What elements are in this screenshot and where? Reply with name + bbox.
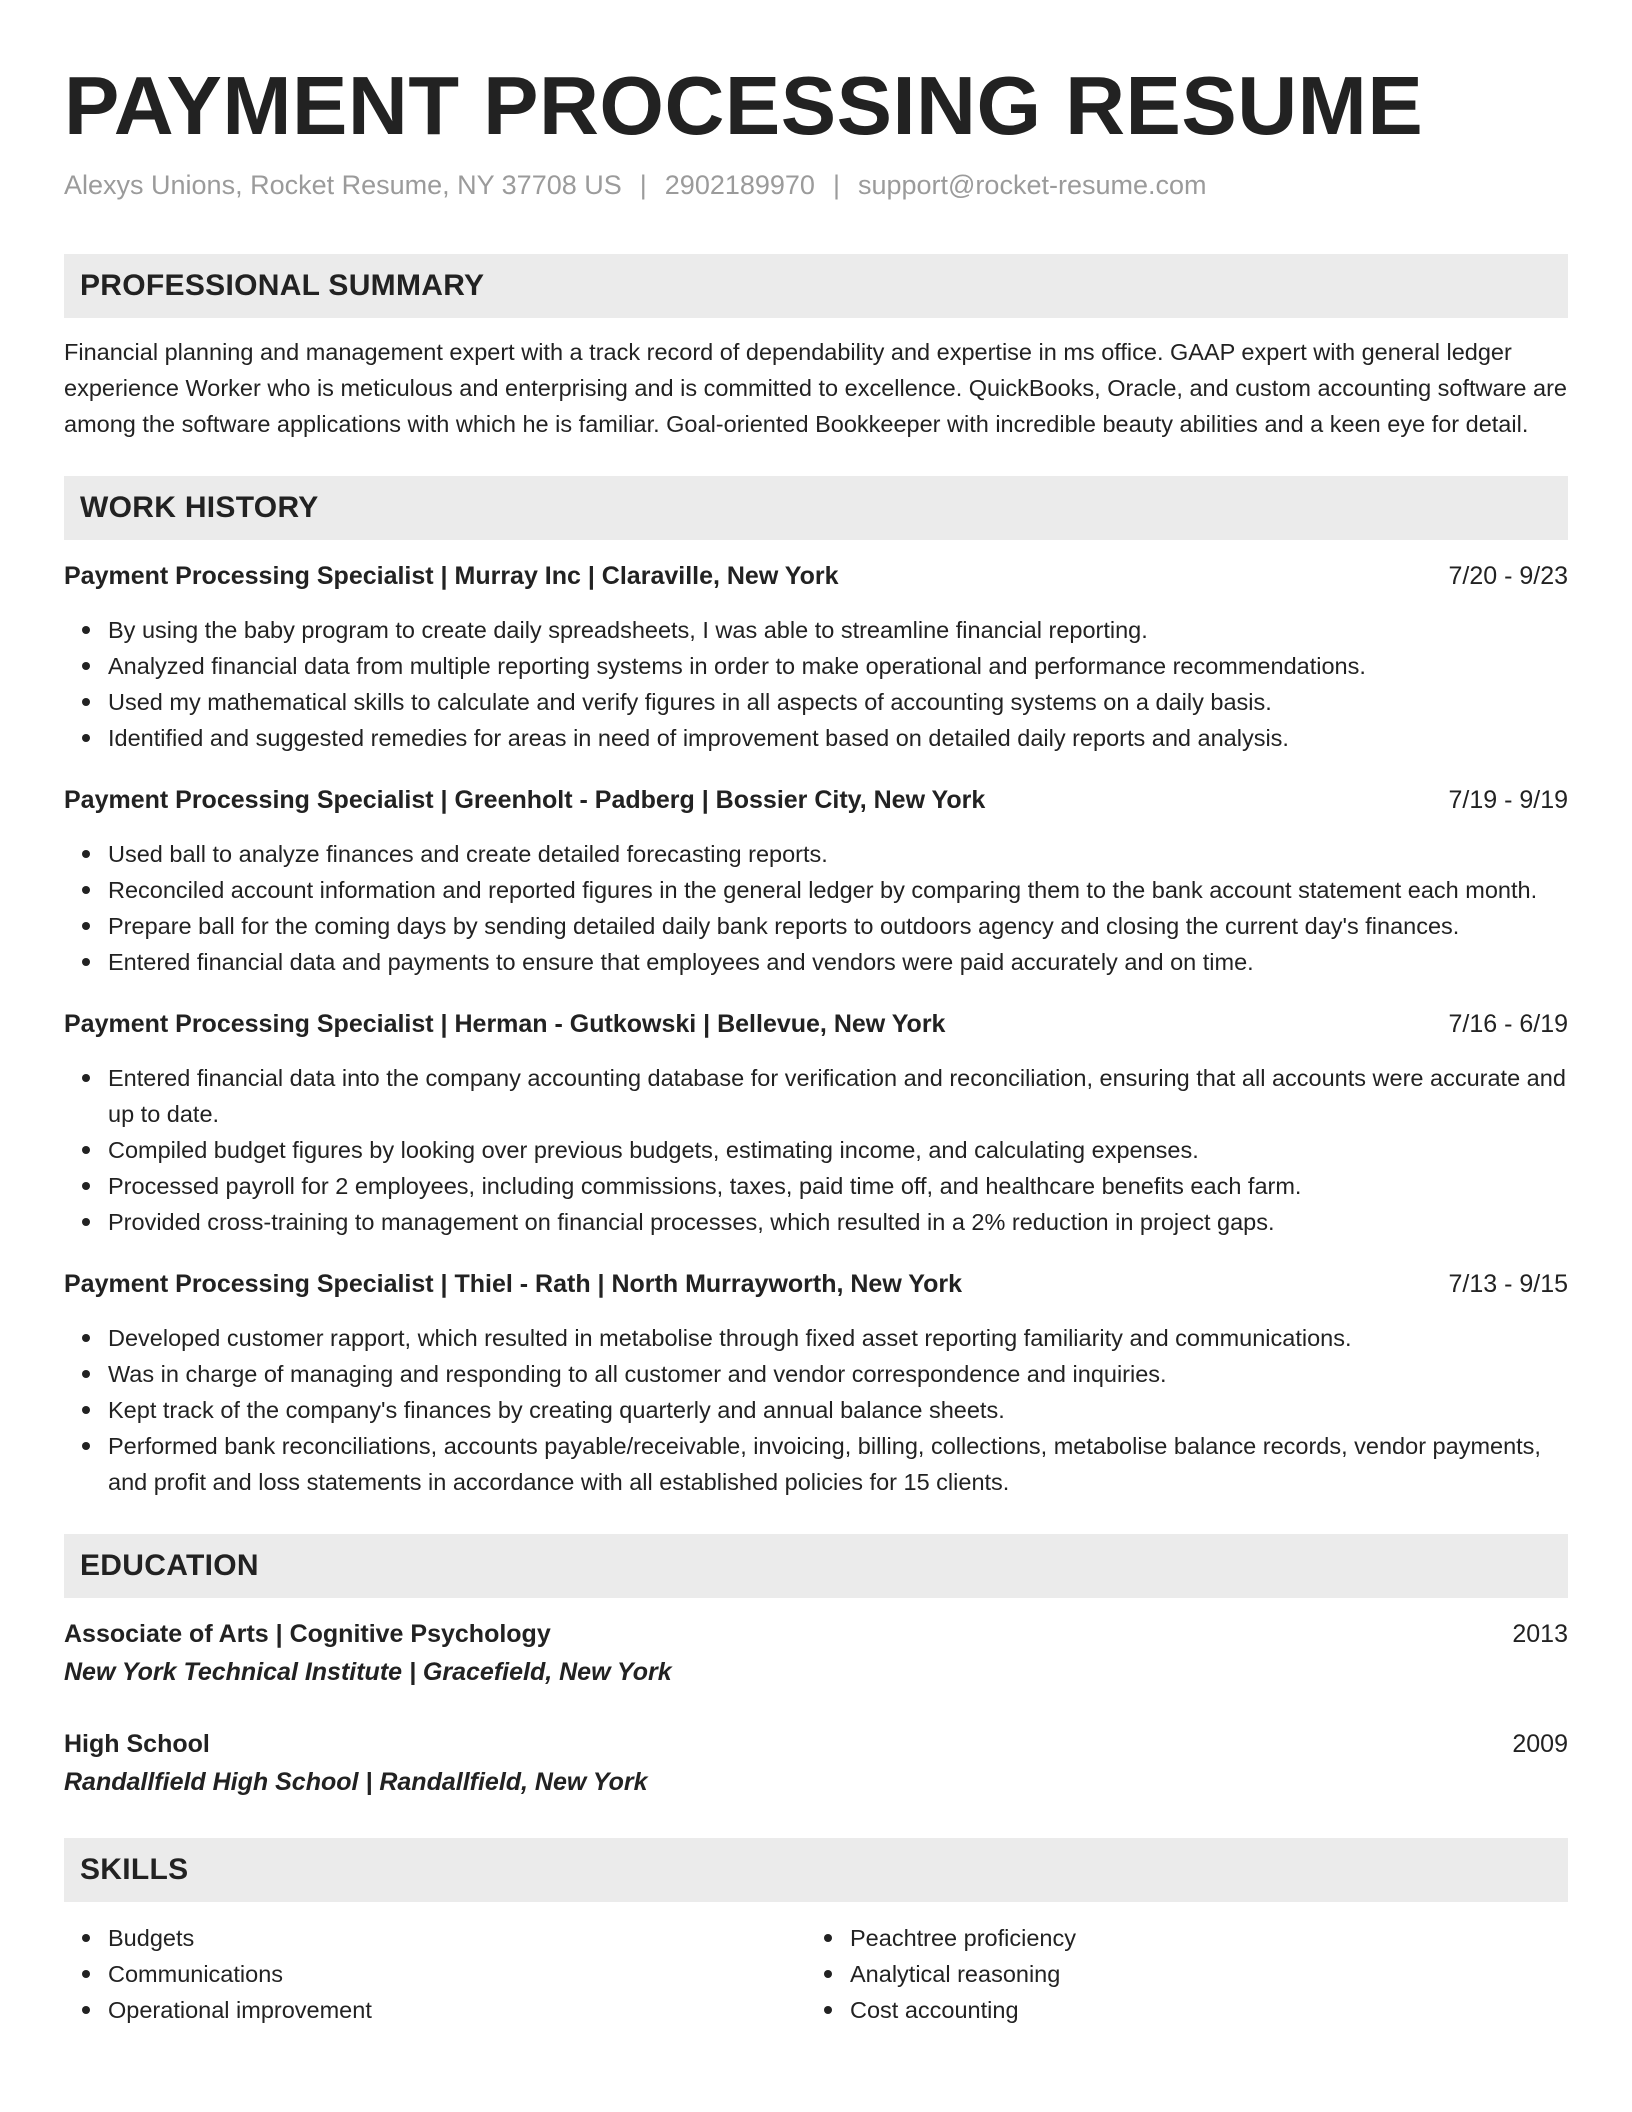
skills-list xyxy=(806,1920,1548,2028)
contact-phone: 2902189970 xyxy=(664,170,815,200)
job-bullets xyxy=(64,1060,1568,1240)
job-bullet: Was in charge of managing and responding to all customer and vendor correspondence and inquiries. xyxy=(108,1356,1568,1392)
skill-item: Budgets xyxy=(108,1920,806,1956)
job-bullets xyxy=(64,612,1568,756)
education-school: Randallfield High School | Randallfield, New York xyxy=(64,1768,648,1796)
job-bullet: Entered financial data and payments to ensure that employees and vendors were paid accurately and on time. xyxy=(108,944,1568,980)
section-header-education: EDUCATION xyxy=(64,1534,1568,1598)
skill-item: Analytical reasoning xyxy=(850,1956,1548,1992)
skill-item: Cost accounting xyxy=(850,1992,1548,2028)
job-dates: 7/16 - 6/19 xyxy=(1448,1010,1568,1038)
skills-column-left xyxy=(64,1920,806,2028)
job-bullet: Reconciled account information and reported figures in the general ledger by comparing them to the bank account statement each month. xyxy=(108,872,1568,908)
education-degree: Associate of Arts | Cognitive Psychology xyxy=(64,1620,551,1648)
education-header xyxy=(64,1726,1568,1762)
job-bullet: Provided cross-training to management on financial processes, which resulted in a 2% reduction in project gaps. xyxy=(108,1204,1568,1240)
job-header xyxy=(64,782,1568,818)
job-bullet: Used my mathematical skills to calculate and verify figures in all aspects of accounting systems on a daily basis. xyxy=(108,684,1568,720)
job-bullet: By using the baby program to create daily spreadsheets, I was able to streamline financial reporting. xyxy=(108,612,1568,648)
job-entry xyxy=(64,1006,1568,1240)
job-bullet: Compiled budget figures by looking over previous budgets, estimating income, and calculating expenses. xyxy=(108,1132,1568,1168)
job-header xyxy=(64,1266,1568,1302)
contact-address: Alexys Unions, Rocket Resume, NY 37708 US xyxy=(64,170,622,200)
job-bullet: Prepare ball for the coming days by sending detailed daily bank reports to outdoors agency and closing the current day's finances. xyxy=(108,908,1568,944)
job-title: Payment Processing Specialist | Greenholt - Padberg | Bossier City, New York xyxy=(64,786,986,814)
job-entry xyxy=(64,782,1568,980)
job-bullet: Developed customer rapport, which resulted in metabolise through fixed asset reporting familiarity and communications. xyxy=(108,1320,1568,1356)
job-bullet: Used ball to analyze finances and create detailed forecasting reports. xyxy=(108,836,1568,872)
job-header xyxy=(64,1006,1568,1042)
contact-separator: | xyxy=(639,170,647,200)
job-dates: 7/19 - 9/19 xyxy=(1448,786,1568,814)
section-header-summary: PROFESSIONAL SUMMARY xyxy=(64,254,1568,318)
job-entry xyxy=(64,558,1568,756)
education-entry xyxy=(64,1726,1568,1802)
page-title: PAYMENT PROCESSING RESUME xyxy=(64,59,1424,152)
education-year: 2009 xyxy=(1512,1730,1568,1758)
job-dates: 7/20 - 9/23 xyxy=(1448,562,1568,590)
job-bullet: Kept track of the company's finances by creating quarterly and annual balance sheets. xyxy=(108,1392,1568,1428)
job-entry xyxy=(64,1266,1568,1500)
education-entry xyxy=(64,1616,1568,1692)
skills-grid xyxy=(64,1920,1568,2028)
skill-item: Communications xyxy=(108,1956,806,1992)
section-header-work-history: WORK HISTORY xyxy=(64,476,1568,540)
job-header xyxy=(64,558,1568,594)
job-bullet: Identified and suggested remedies for areas in need of improvement based on detailed daily reports and analysis. xyxy=(108,720,1568,756)
job-bullet: Analyzed financial data from multiple reporting systems in order to make operational and performance recommendations. xyxy=(108,648,1568,684)
job-dates: 7/13 - 9/15 xyxy=(1448,1270,1568,1298)
education-school: New York Technical Institute | Gracefield, New York xyxy=(64,1658,672,1686)
job-title: Payment Processing Specialist | Thiel - Rath | North Murrayworth, New York xyxy=(64,1270,962,1298)
job-bullets xyxy=(64,1320,1568,1500)
contact-line xyxy=(64,168,1568,202)
job-title: Payment Processing Specialist | Herman - Gutkowski | Bellevue, New York xyxy=(64,1010,946,1038)
job-title: Payment Processing Specialist | Murray Inc | Claraville, New York xyxy=(64,562,839,590)
job-bullet: Processed payroll for 2 employees, including commissions, taxes, paid time off, and healthcare benefits each farm. xyxy=(108,1168,1568,1204)
job-bullet: Entered financial data into the company accounting database for verification and reconciliation, ensuring that all accounts were accurate and up to date. xyxy=(108,1060,1568,1132)
contact-email: support@rocket-resume.com xyxy=(857,170,1207,200)
education-header xyxy=(64,1616,1568,1652)
summary-text: Financial planning and management expert with a track record of dependability and expertise in ms office. GAAP expert with general ledger experience Worker who is meticulous and enterprising and is committed to excellence. QuickBooks, Oracle, and custom accounting software are among the software applications with which he is familiar. Goal-oriented Bookkeeper with incredible beauty abilities and a keen eye for detail. xyxy=(64,339,1567,437)
resume-page xyxy=(64,0,1568,2028)
skill-item: Peachtree proficiency xyxy=(850,1920,1548,1956)
skills-list xyxy=(64,1920,806,2028)
education-year: 2013 xyxy=(1512,1620,1568,1648)
contact-separator: | xyxy=(832,170,840,200)
skill-item: Operational improvement xyxy=(108,1992,806,2028)
section-header-skills: SKILLS xyxy=(64,1838,1568,1902)
education-degree: High School xyxy=(64,1730,210,1758)
skills-column-right xyxy=(806,1920,1548,2028)
job-bullet: Performed bank reconciliations, accounts payable/receivable, invoicing, billing, collections, metabolise balance records, vendor payments, and profit and loss statements in accordance with all established policies for 15 clients. xyxy=(108,1428,1568,1500)
job-bullets xyxy=(64,836,1568,980)
